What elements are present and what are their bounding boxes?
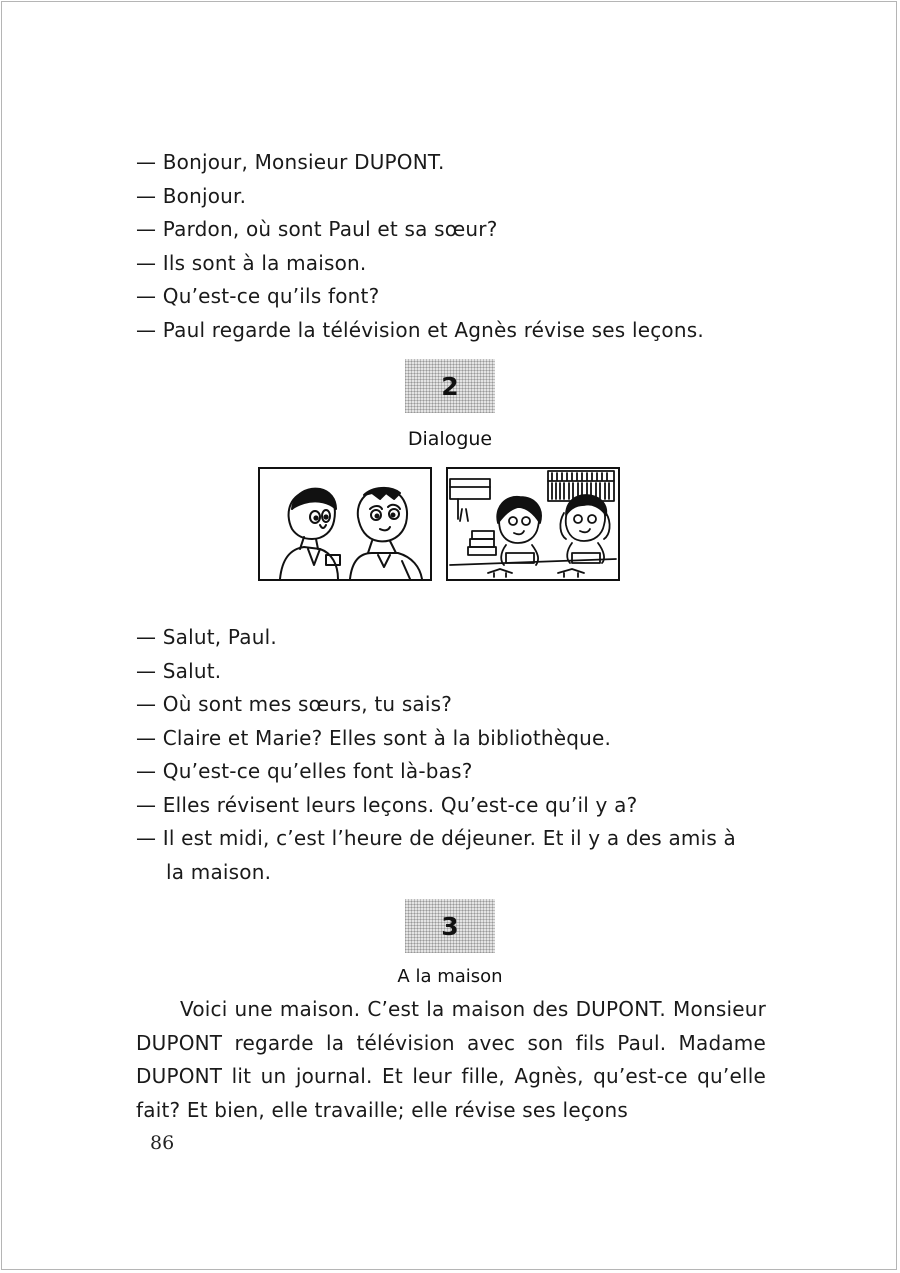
illustration-boys-talking — [258, 467, 432, 581]
text-paragraph: Voici une maison. C’est la maison des DUPONT. Monsieur DUPONT regarde la télévision avec son fils Paul. Madame DUPONT lit un journal. Et leur fille, Agnès, qu’est-ce qu’elle fait? Et bien, elle travaille; elle révise ses leçons — [136, 997, 766, 1122]
dialogue-line: — Salut, Paul. — [136, 625, 277, 649]
section-number: 2 — [441, 371, 459, 401]
dialogue-line: — Qu’est-ce qu’elles font là-bas? — [136, 759, 473, 783]
dialogue-line: — Qu’est-ce qu’ils font? — [136, 284, 380, 308]
dialogue-1 — [136, 146, 776, 347]
dialogue-line: — Bonjour. — [136, 183, 247, 208]
dialogue-line: — Elles révisent leurs leçons. Qu’est-ce qu’il y a? — [136, 792, 638, 817]
section-number-box — [405, 359, 495, 413]
dialogue-line: — Où sont mes sœurs, tu sais? — [136, 692, 453, 716]
page-number: 86 — [150, 1132, 175, 1154]
dialogue-line: — Paul regarde la télévision et Agnès révise ses leçons. — [136, 317, 704, 342]
section-number: 3 — [441, 911, 459, 941]
dialogue-line: — Ils sont à la maison. — [136, 250, 367, 275]
dialogue-line-continuation: la maison. — [166, 859, 272, 884]
dialogue-line: — Bonjour, Monsieur DUPONT. — [136, 150, 445, 174]
section-title: Dialogue — [407, 428, 493, 450]
dialogue-line: — Claire et Marie? Elles sont à la bibliothèque. — [136, 725, 612, 750]
section-title: A la maison — [397, 966, 503, 987]
dialogue-line: — Pardon, où sont Paul et sa sœur? — [136, 217, 498, 241]
dialogue-line: — Salut. — [136, 658, 222, 683]
dialogue-2 — [136, 621, 776, 889]
illustration-girls-library — [446, 467, 620, 581]
section-number-box — [405, 899, 495, 953]
dialogue-line: — Il est midi, c’est l’heure de déjeuner. Et il y a des amis à — [136, 826, 736, 850]
